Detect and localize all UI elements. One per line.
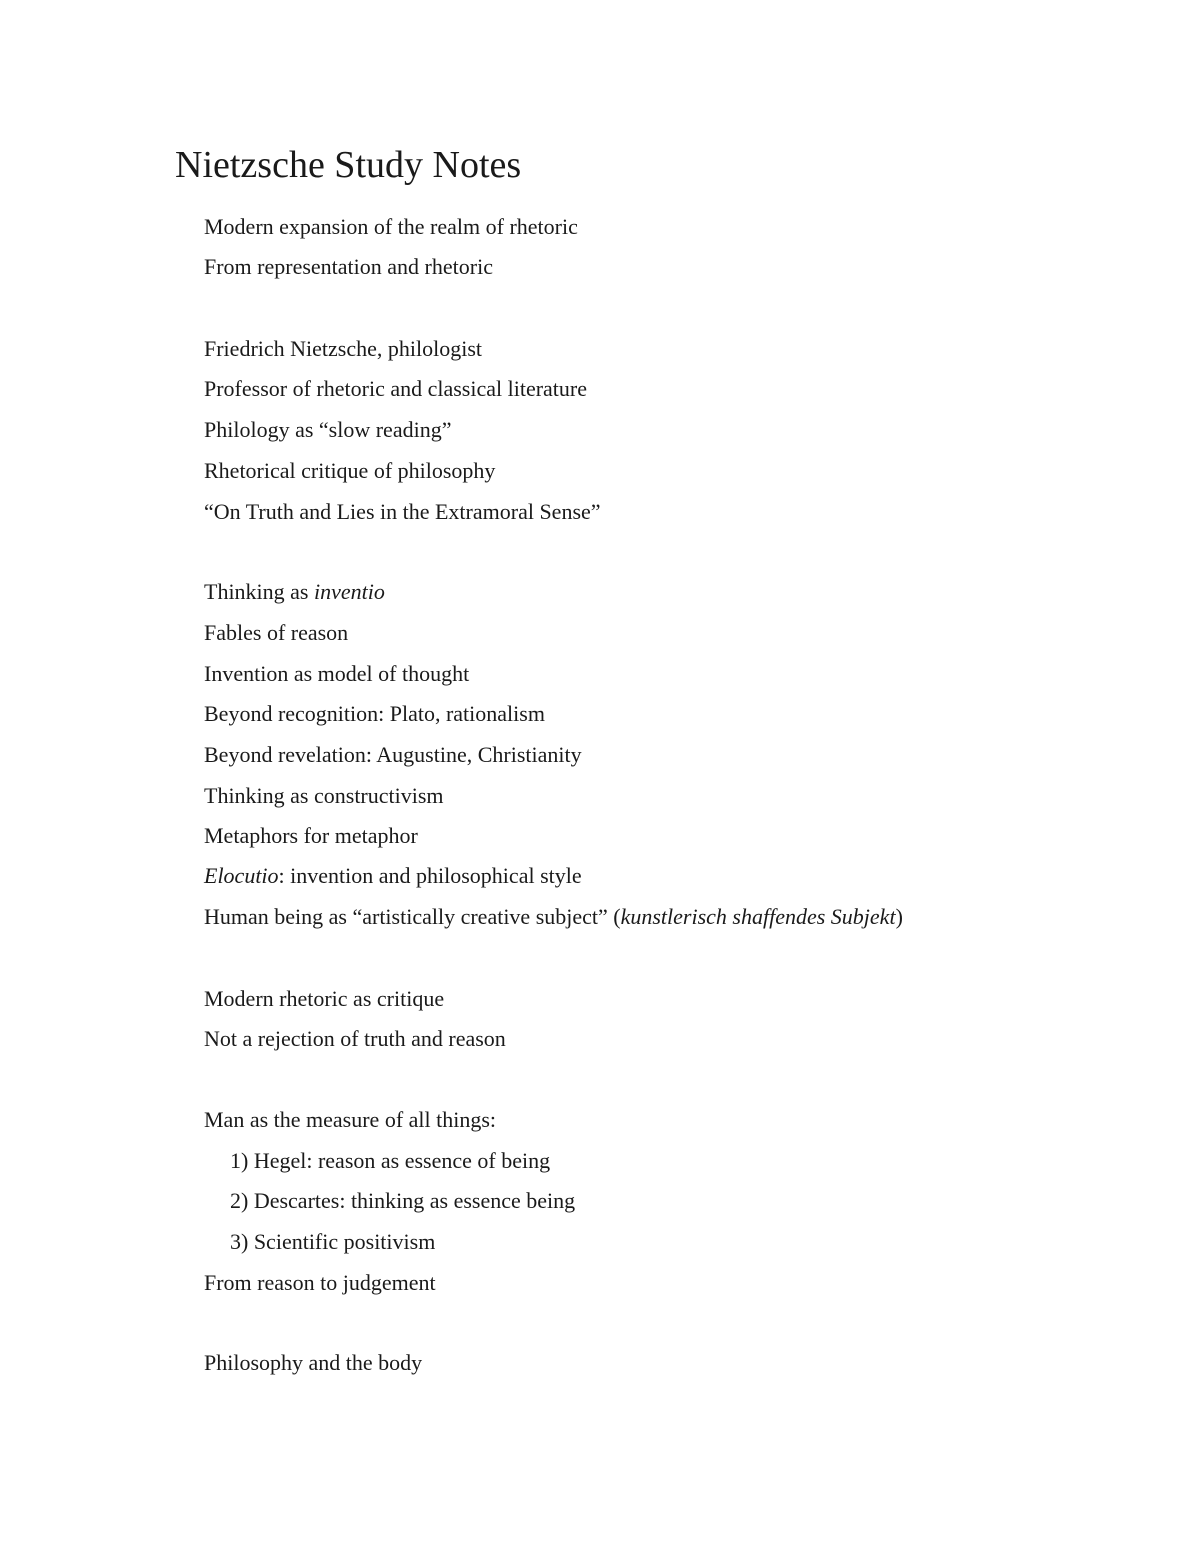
note-line: “On Truth and Lies in the Extramoral Sense” <box>204 499 601 524</box>
note-line: Thinking as constructivism <box>204 783 444 808</box>
note-italic-term: Elocutio <box>204 863 279 888</box>
note-line <box>204 861 582 891</box>
note-italic-term: kunstlerisch shaffendes Subjekt <box>620 904 896 929</box>
numbered-item: 3) Scientific positivism <box>230 1229 436 1254</box>
note-line: Modern rhetoric as critique <box>204 986 445 1011</box>
note-line: Friedrich Nietzsche, philologist <box>204 336 482 361</box>
note-line: From reason to judgement <box>204 1270 436 1295</box>
note-line: Invention as model of thought <box>204 661 470 686</box>
page-title: Nietzsche Study Notes <box>175 144 522 186</box>
note-line <box>204 902 903 932</box>
note-line: Man as the measure of all things: <box>204 1107 497 1132</box>
note-text: Human being as “artistically creative subject” ( <box>204 904 621 929</box>
note-line: Beyond recognition: Plato, rationalism <box>204 701 545 726</box>
note-line: Philology as “slow reading” <box>204 417 452 442</box>
note-line: Rhetorical critique of philosophy <box>204 458 496 483</box>
note-line: Philosophy and the body <box>204 1350 423 1375</box>
note-line: Not a rejection of truth and reason <box>204 1026 506 1051</box>
numbered-item: 1) Hegel: reason as essence of being <box>230 1148 551 1173</box>
note-text: : invention and philosophical style <box>278 863 582 888</box>
note-line: Fables of reason <box>204 620 349 645</box>
note-line: Metaphors for metaphor <box>204 823 418 848</box>
note-line: Professor of rhetoric and classical literature <box>204 376 588 401</box>
numbered-item: 2) Descartes: thinking as essence being <box>230 1188 576 1213</box>
note-text: ) <box>895 904 903 929</box>
note-italic-term: inventio <box>314 579 385 604</box>
note-line: Modern expansion of the realm of rhetoric <box>204 214 578 239</box>
note-line: Beyond revelation: Augustine, Christianity <box>204 742 582 767</box>
note-line: From representation and rhetoric <box>204 254 493 279</box>
note-text: Thinking as <box>204 579 314 604</box>
note-line <box>204 577 385 607</box>
